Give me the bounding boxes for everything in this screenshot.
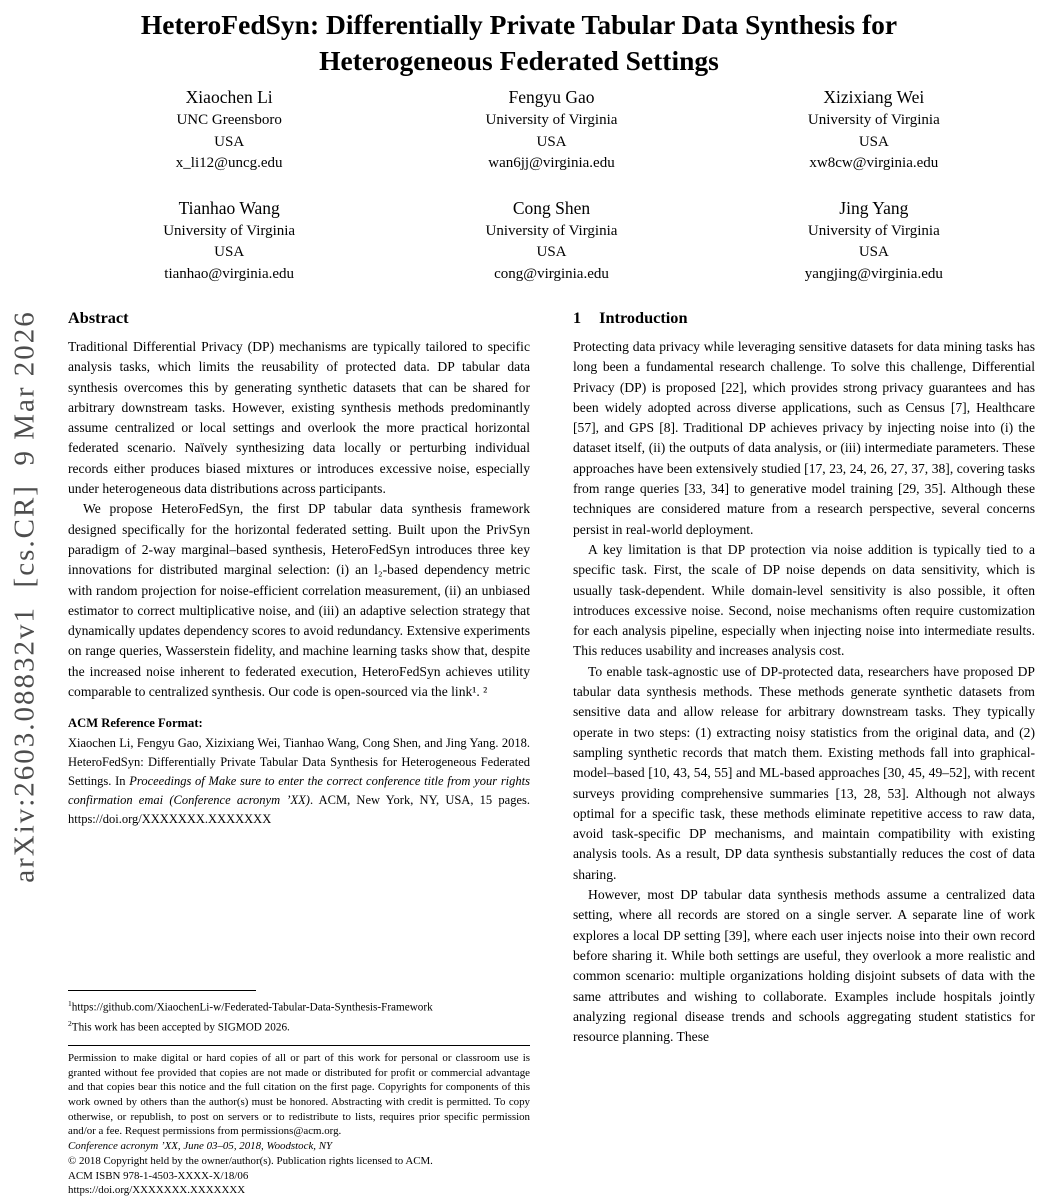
permission-paragraph: Permission to make digital or hard copies of all or part of this work for personal or classroom use is granted without fee provided that copies are not made or distributed for profit or commercial advantage and that copies bear this notice and the full citation on the first page. Copyrights for components of this work owned by others than the author(s) must be honored. Abstracting with credit is permitted. To copy otherwise, or republish, to post on servers or to redistribute to lists, requires prior specific permission and/or a fee. Request permissions from permissions@acm.org. [68, 1051, 530, 1138]
footnote-1 [68, 996, 530, 1016]
author-country: USA [536, 244, 567, 260]
isbn-line: ACM ISBN 978-1-4503-XXXX-X/18/06 [68, 1169, 249, 1182]
paper-title-line-2: Heterogeneous Federated Settings [319, 45, 719, 76]
author-affiliation: University of Virginia [807, 222, 940, 239]
doi-link[interactable]: https://doi.org/XXXXXXX.XXXXXXX [68, 1184, 246, 1197]
author-name: Tianhao Wang [178, 197, 280, 218]
author-email: cong@virginia.edu [494, 265, 609, 282]
author-email: x_li12@uncg.edu [175, 155, 283, 171]
author-email: yangjing@virginia.edu [804, 265, 943, 282]
author-country: USA [536, 133, 567, 150]
conference-line: Conference acronym ’XX, June 03–05, 2018, Woodstock, NY [68, 1140, 333, 1153]
footnote-1-marker: 1 [68, 998, 72, 1008]
author-affiliation: University of Virginia [485, 222, 618, 239]
author-country: USA [214, 133, 245, 150]
author-name: Xiaochen Li [185, 87, 273, 107]
author-card [390, 197, 712, 286]
author-affiliation: University of Virginia [807, 112, 940, 128]
author-affiliation: University of Virginia [163, 222, 296, 239]
footnote-2 [68, 1016, 530, 1036]
introduction-paragraph-3: To enable task-agnostic use of DP-protected data, researchers have proposed DP tabular data synthesis methods. These methods generate synthetic datasets from sensitive data and allow release for arbitrary downstream tasks. They typically operate in two steps: (1) extracting noisy statistics from the original data, and (2) sampling synthetic records that match them. Existing methods fall into graphical-model–based [10, 43, 54, 55] and ML-based approaches [30, 45, 49–52], with recent surveys providing comprehensive summaries [13, 28, 53]. Although not always optimal for a specific task, these methods eliminate repetitive access to raw data, avoid task-specific DP mechanisms, and maintain compatibility with existing analysis tools. As a result, DP data synthesis substantially reduces the cost of data sharing. [573, 663, 1035, 882]
copyright-rule [68, 1045, 530, 1046]
abstract-paragraph-2: We propose HeteroFedSyn, the first DP tabular data synthesis framework designed specifically for the horizontal federated setting. Built upon the PrivSyn paradigm of 2-way marginal–based synthesis, HeteroFedSyn introduces three key innovations for distributed marginal selection: (i) an l₂-based dependency metric with random projection for noise-efficient correlation measurement, (ii) an unbiased estimator to correct multiplicative noise, and (iii) an adaptive selection strategy that dynamically updates dependency scores to avoid redundancy. Extensive experiments on range queries, Wasserstein fidelity, and machine learning tasks show that, despite the increased noise inherent to federated execution, HeteroFedSyn achieves utility comparable to centralized synthesis. Our code is open-sourced via the link¹. ² [68, 501, 530, 700]
footnote-and-copyright-block [68, 990, 530, 1199]
author-card [68, 86, 390, 175]
copyright-line: © 2018 Copyright held by the owner/author(s). Publication rights licensed to ACM. [68, 1154, 433, 1167]
author-name: Jing Yang [839, 197, 909, 218]
abstract-paragraph-1: Traditional Differential Privacy (DP) mechanisms are typically tailored to specific analysis tasks, which limits the reusability of protected data. DP tabular data synthesis overcomes this by generating synthetic datasets that can be shared for arbitrary downstream tasks. However, existing synthesis methods predominantly assume centralized or local settings and overlook the more practical horizontal federated scenario. Naïvely synthesizing data locally or perturbing individual records either produces biased mixtures or introduces excessive noise, especially under heterogeneous data distributions across participants. [68, 339, 530, 497]
author-country: USA [858, 244, 889, 260]
author-email: xw8cw@virginia.edu [809, 155, 939, 171]
section-title: Introduction [599, 308, 688, 327]
body-columns [68, 308, 1035, 1200]
acm-reference-text [68, 734, 530, 829]
section-number: 1 [573, 308, 582, 327]
author-block [68, 86, 1035, 285]
author-affiliation: University of Virginia [485, 112, 618, 128]
right-column [573, 308, 1035, 1200]
author-card [390, 86, 712, 175]
footnote-1-link[interactable]: https://github.com/XiaochenLi-w/Federated-Tabular-Data-Synthesis-Framework [71, 1001, 433, 1014]
introduction-heading [573, 308, 1035, 328]
author-country: USA [858, 133, 889, 150]
author-name: Fengyu Gao [508, 87, 595, 107]
title-block [0, 7, 1038, 79]
author-name: Xizixiang Wei [823, 87, 925, 107]
introduction-paragraph-2: A key limitation is that DP protection via noise addition is typically tied to a specific task. First, the scale of DP noise depends on data sensitivity, which is usually task-dependent. While domain-level sensitivity is also possible, it often introduces excessive noise. Second, noise mechanisms often require customization for each analysis pipeline, especially when injecting noise into intermediate results. This reduces usability and increases analysis cost. [573, 541, 1035, 659]
abstract-heading: Abstract [68, 308, 129, 327]
footnote-2-marker: 2 [68, 1018, 72, 1028]
introduction-paragraph-4: However, most DP tabular data synthesis methods assume a centralized data setting, where all records are stored on a single server. A separate line of work explores a local DP setting [39], where each user injects noise into their own record before sharing it. While both settings are useful, they overlook a more realistic and common scenario: multiple organizations holding disjoint subsets of data with the same attributes and wishing to collaborate. Examples include hospitals jointly analyzing regional disease trends and schools aggregating student statistics for resource planning. These [573, 887, 1035, 1045]
acm-reference-roman-2: . ACM, New York, NY, USA, 15 pages. https://doi.org/XXXXXXX.XXXXXXX [68, 793, 530, 827]
author-email: wan6jj@virginia.edu [488, 155, 615, 171]
acm-reference-heading: ACM Reference Format: [68, 716, 203, 731]
arxiv-watermark: arXiv:2603.08832v1 [cs.CR] 9 Mar 2026 [8, 310, 41, 883]
author-name: Cong Shen [512, 197, 591, 218]
author-email: tianhao@virginia.edu [164, 265, 295, 282]
author-card [68, 197, 390, 286]
footnote-rule [68, 990, 256, 991]
author-card [713, 197, 1035, 286]
author-affiliation: UNC Greensboro [176, 112, 282, 128]
left-column [68, 308, 530, 1200]
author-card [713, 86, 1035, 175]
acm-reference-italic: Proceedings of Make sure to enter the correct conference title from your rights confirmation emai (Conference acronym ’XX) [68, 774, 530, 808]
introduction-paragraph-1: Protecting data privacy while leveraging sensitive datasets for data mining tasks has long been a fundamental research challenge. To solve this challenge, Differential Privacy (DP) is proposed [22], which provides strong privacy guarantees and has been widely adopted across diverse applications, such as Census [7], Healthcare [57], and GPS [8]. Traditional DP achieves privacy by injecting noise into (i) the dataset itself, (ii) the outputs of data analysis, or (iii) intermediate parameters. These approaches have been extensively studied [17, 23, 24, 26, 27, 37, 38], covering tasks from range queries [33, 34] to generative model training [29, 35]. Although these techniques are considered mature from a research perspective, several concerns persist in real-world deployment. [573, 339, 1035, 537]
paper-title-line-1: HeteroFedSyn: Differentially Private Tabular Data Synthesis for [140, 9, 898, 40]
footnote-2-text: This work has been accepted by SIGMOD 2026. [71, 1021, 290, 1034]
author-country: USA [214, 244, 245, 260]
acm-reference-roman-1: Xiaochen Li, Fengyu Gao, Xizixiang Wei, Tianhao Wang, Cong Shen, and Jing Yang. 2018. HeteroFedSyn: Differentially Private Tabular Data Synthesis for Heterogeneous Federated Settings. In [68, 736, 530, 789]
